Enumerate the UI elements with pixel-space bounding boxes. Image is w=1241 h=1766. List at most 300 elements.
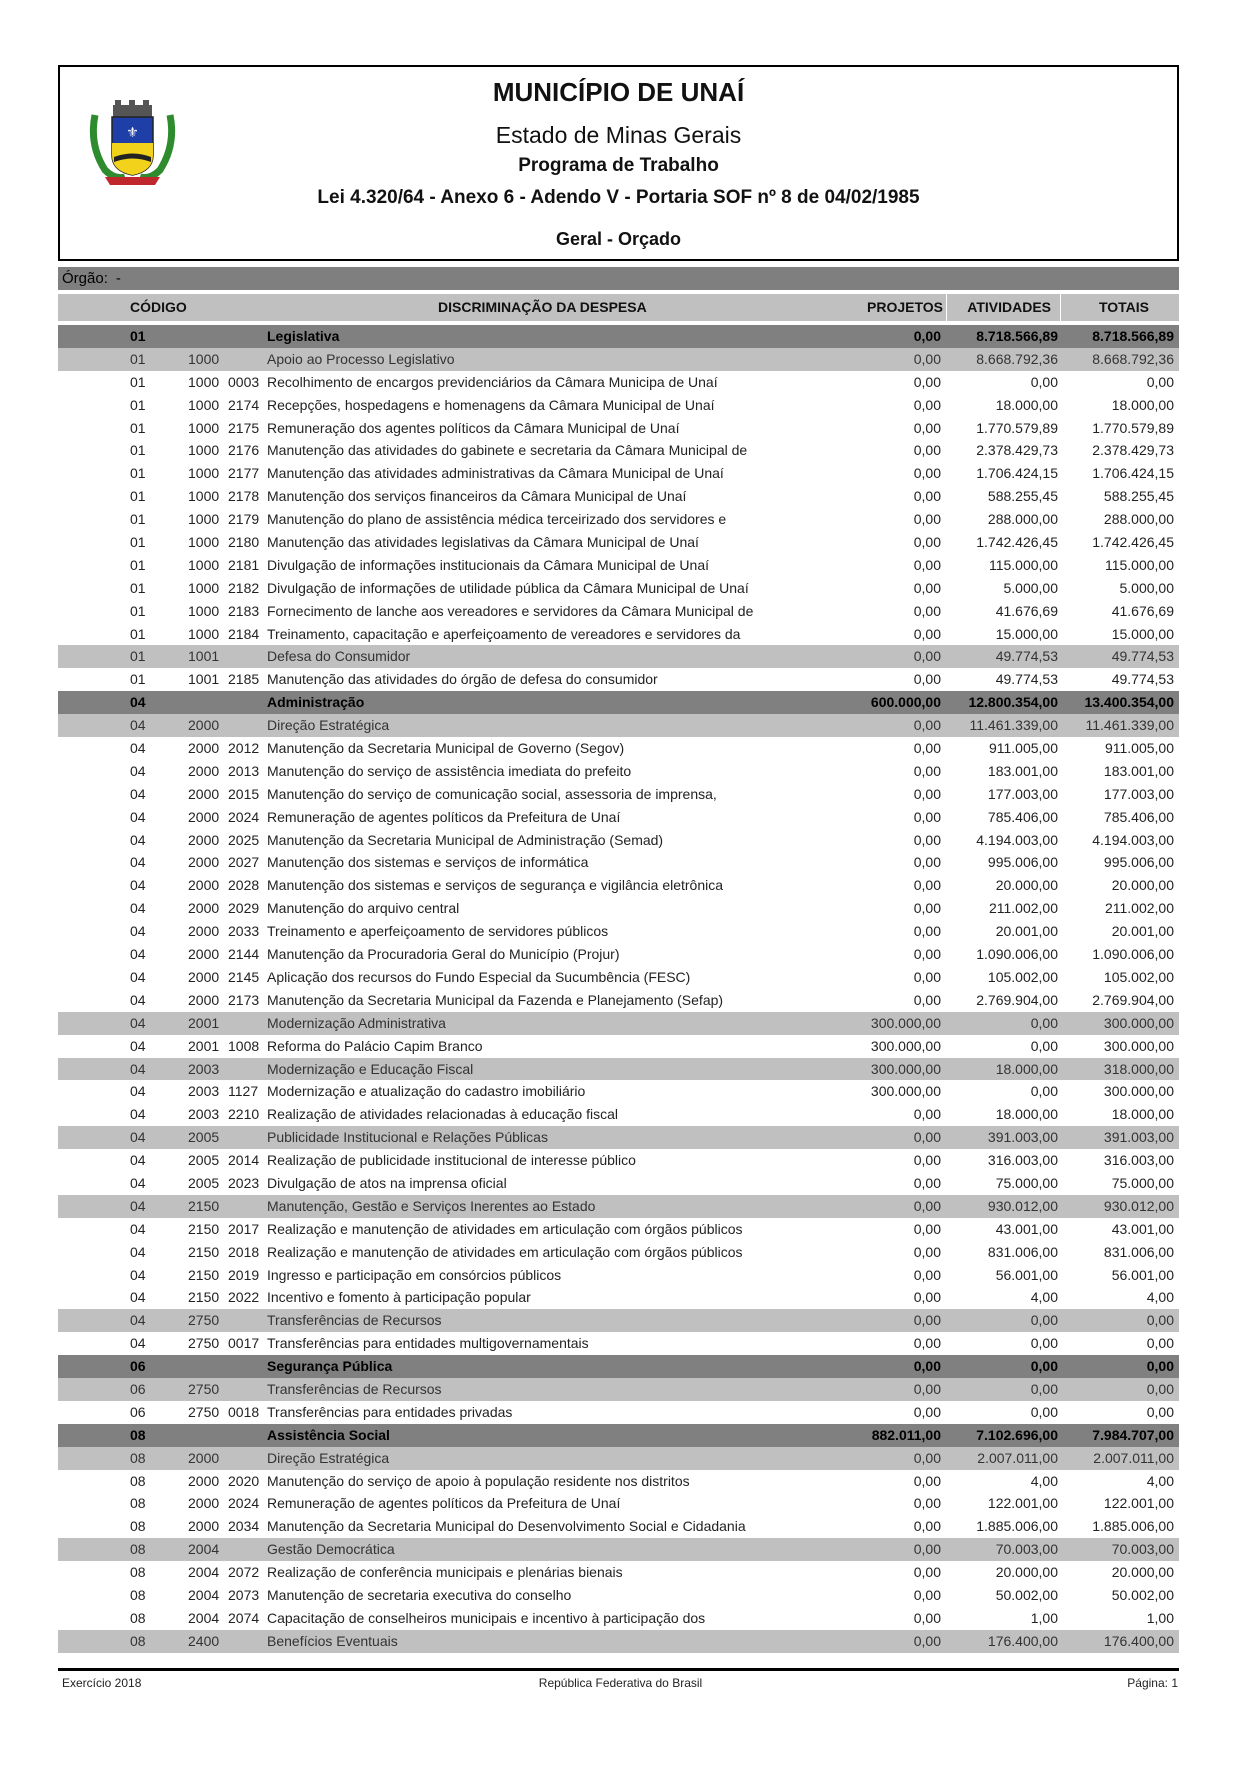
totais-value: 995.006,00: [1103, 854, 1174, 871]
code-funcao: 04: [130, 1289, 146, 1306]
code-acao: 2028: [228, 877, 260, 894]
description: Manutenção da Procuradoria Geral do Município (Projur): [267, 946, 620, 963]
code-acao: 2019: [228, 1266, 260, 1283]
code-funcao: 01: [130, 602, 146, 619]
totais-value: 831.006,00: [1103, 1243, 1174, 1260]
description: Aplicação dos recursos do Fundo Especial da Sucumbência (FESC): [267, 968, 691, 985]
projetos-value: 882.011,00: [871, 1426, 941, 1443]
code-acao: 2074: [228, 1609, 260, 1626]
code-acao: 2145: [228, 968, 260, 985]
projetos-value: 0,00: [913, 396, 941, 413]
description: Incentivo e fomento à participação popular: [267, 1289, 531, 1306]
totais-value: 0,00: [1146, 1312, 1174, 1329]
description: Remuneração de agentes políticos da Prefeitura de Unaí: [267, 808, 621, 825]
acao-row: [58, 760, 1179, 783]
code-funcao: 08: [130, 1472, 146, 1489]
totais-value: 11.461.339,00: [1085, 717, 1174, 734]
totais-value: 18.000,00: [1111, 396, 1174, 413]
projetos-value: 0,00: [913, 648, 941, 665]
code-programa: 1000: [188, 350, 220, 367]
code-programa: 2750: [188, 1380, 220, 1397]
totais-value: 4.194.003,00: [1092, 831, 1174, 848]
atividades-value: 588.255,45: [987, 488, 1058, 505]
code-funcao: 08: [130, 1426, 146, 1443]
atividades-value: 930.012,00: [987, 1197, 1058, 1214]
programa-row: [58, 1058, 1179, 1081]
acao-row: [58, 783, 1179, 806]
projetos-value: 0,00: [913, 1380, 941, 1397]
description: Realização de atividades relacionadas à educação fiscal: [267, 1106, 618, 1123]
acao-row: [58, 1515, 1179, 1538]
projetos-value: 0,00: [913, 442, 941, 459]
code-funcao: 04: [130, 740, 146, 757]
code-acao: 2024: [228, 808, 260, 825]
projetos-value: 0,00: [913, 717, 941, 734]
totais-value: 300.000,00: [1103, 1014, 1174, 1031]
code-funcao: 04: [130, 1152, 146, 1169]
code-acao: 2184: [228, 625, 260, 642]
code-acao: 2174: [228, 396, 260, 413]
totais-value: 4,00: [1146, 1289, 1174, 1306]
atividades-value: 20.001,00: [995, 923, 1058, 940]
acao-row: [58, 829, 1179, 852]
totais-value: 318.000,00: [1103, 1060, 1174, 1077]
projetos-value: 0,00: [913, 1106, 941, 1123]
code-funcao: 06: [130, 1403, 146, 1420]
projetos-value: 0,00: [913, 602, 941, 619]
code-acao: 0017: [228, 1335, 260, 1352]
atividades-value: 177.003,00: [987, 785, 1058, 802]
description: Manutenção das atividades administrativas da Câmara Municipal de Unaí: [267, 465, 724, 482]
totais-value: 75.000,00: [1111, 1174, 1174, 1191]
description: Transferências de Recursos: [267, 1380, 442, 1397]
atividades-value: 1.742.426,45: [976, 534, 1058, 551]
code-acao: 2012: [228, 740, 260, 757]
atividades-value: 0,00: [1030, 1014, 1058, 1031]
code-programa: 2000: [188, 900, 220, 917]
code-acao: 2176: [228, 442, 260, 459]
description: Modernização e atualização do cadastro imobiliário: [267, 1083, 586, 1100]
acao-row: [58, 920, 1179, 943]
atividades-value: 0,00: [1030, 1380, 1058, 1397]
projetos-value: 0,00: [913, 350, 941, 367]
projetos-value: 0,00: [913, 1472, 941, 1489]
atividades-value: 105.002,00: [987, 968, 1058, 985]
projetos-value: 0,00: [913, 534, 941, 551]
code-funcao: 04: [130, 1060, 146, 1077]
description: Divulgação de informações institucionais da Câmara Municipal de Unaí: [267, 556, 710, 573]
programa-row: [58, 1538, 1179, 1561]
code-programa: 1000: [188, 465, 220, 482]
atividades-value: 5.000,00: [1003, 579, 1058, 596]
code-programa: 2000: [188, 968, 220, 985]
description: Realização e manutenção de atividades em articulação com órgãos públicos: [267, 1220, 743, 1237]
code-funcao: 04: [130, 831, 146, 848]
totais-value: 20.000,00: [1111, 1564, 1174, 1581]
projetos-value: 0,00: [913, 1266, 941, 1283]
description: Manutenção do serviço de comunicação social, assessoria de imprensa,: [267, 785, 717, 802]
atividades-value: 0,00: [1030, 1037, 1058, 1054]
code-acao: 2178: [228, 488, 260, 505]
code-funcao: 04: [130, 1037, 146, 1054]
projetos-value: 0,00: [913, 946, 941, 963]
projetos-value: 0,00: [913, 488, 941, 505]
projetos-value: 0,00: [913, 1586, 941, 1603]
atividades-value: 4,00: [1030, 1472, 1058, 1489]
atividades-value: 0,00: [1030, 1335, 1058, 1352]
code-programa: 2000: [188, 1495, 220, 1512]
description: Treinamento e aperfeiçoamento de servidores públicos: [267, 923, 609, 940]
description: Manutenção do arquivo central: [267, 900, 460, 917]
atividades-value: 2.769.904,00: [976, 991, 1058, 1008]
code-funcao: 04: [130, 808, 146, 825]
code-funcao: 01: [130, 465, 146, 482]
projetos-value: 0,00: [913, 511, 941, 528]
atividades-value: 0,00: [1030, 373, 1058, 390]
projetos-value: 0,00: [913, 808, 941, 825]
acao-row: [58, 874, 1179, 897]
funcao-row: [58, 691, 1179, 714]
description: Recepções, hospedagens e homenagens da Câmara Municipal de Unaí: [267, 396, 715, 413]
acao-row: [58, 806, 1179, 829]
totais-value: 8.668.792,36: [1092, 350, 1174, 367]
atividades-value: 4,00: [1030, 1289, 1058, 1306]
totais-value: 5.000,00: [1119, 579, 1174, 596]
projetos-value: 300.000,00: [870, 1083, 941, 1100]
atividades-value: 7.102.696,00: [976, 1426, 1058, 1443]
footer-country: República Federativa do Brasil: [538, 1676, 703, 1690]
totais-value: 13.400.354,00: [1084, 694, 1174, 711]
code-funcao: 04: [130, 1220, 146, 1237]
code-programa: 2000: [188, 946, 220, 963]
code-programa: 2003: [188, 1060, 220, 1077]
code-funcao: 01: [130, 625, 146, 642]
atividades-value: 785.406,00: [987, 808, 1058, 825]
code-acao: 2181: [228, 556, 260, 573]
totais-value: 177.003,00: [1103, 785, 1174, 802]
programa-row: [58, 645, 1179, 668]
atividades-value: 122.001,00: [987, 1495, 1058, 1512]
description: Divulgação de atos na imprensa oficial: [267, 1174, 507, 1191]
acao-row: [58, 851, 1179, 874]
projetos-value: 0,00: [913, 1403, 941, 1420]
description: Direção Estratégica: [267, 717, 390, 734]
projetos-value: 0,00: [913, 419, 941, 436]
acao-row: [58, 600, 1179, 623]
totais-value: 49.774,53: [1111, 648, 1174, 665]
code-programa: 1000: [188, 625, 220, 642]
description: Ingresso e participação em consórcios públicos: [267, 1266, 562, 1283]
totais-value: 4,00: [1146, 1472, 1174, 1489]
code-funcao: 01: [130, 419, 146, 436]
atividades-value: 70.003,00: [995, 1541, 1058, 1558]
code-funcao: 04: [130, 1335, 146, 1352]
footer-page: Página: 1: [1127, 1676, 1178, 1690]
code-funcao: 04: [130, 900, 146, 917]
code-funcao: 08: [130, 1586, 146, 1603]
acao-row: [58, 1172, 1179, 1195]
code-funcao: 04: [130, 1106, 146, 1123]
orgao-bar: [58, 267, 1179, 290]
acao-row: [58, 966, 1179, 989]
acao-row: [58, 1103, 1179, 1126]
code-funcao: 06: [130, 1380, 146, 1397]
code-acao: 2018: [228, 1243, 260, 1260]
projetos-value: 0,00: [913, 1632, 941, 1649]
atividades-value: 20.000,00: [995, 877, 1058, 894]
code-programa: 2150: [188, 1289, 220, 1306]
code-funcao: 08: [130, 1495, 146, 1512]
description: Realização e manutenção de atividades em articulação com órgãos públicos: [267, 1243, 743, 1260]
code-programa: 2150: [188, 1220, 220, 1237]
code-programa: 2005: [188, 1129, 220, 1146]
acao-row: [58, 1264, 1179, 1287]
code-programa: 2400: [188, 1632, 220, 1649]
code-acao: 1127: [228, 1083, 259, 1100]
atividades-value: 391.003,00: [987, 1129, 1058, 1146]
totais-value: 288.000,00: [1103, 511, 1174, 528]
atividades-value: 56.001,00: [995, 1266, 1058, 1283]
totais-value: 300.000,00: [1103, 1037, 1174, 1054]
code-programa: 1001: [188, 671, 220, 688]
totais-value: 122.001,00: [1103, 1495, 1174, 1512]
code-funcao: 01: [130, 396, 146, 413]
projetos-value: 0,00: [913, 762, 941, 779]
code-funcao: 08: [130, 1541, 146, 1558]
atividades-value: 18.000,00: [995, 1106, 1058, 1123]
acao-row: [58, 1218, 1179, 1241]
code-funcao: 04: [130, 762, 146, 779]
totais-value: 2.378.429,73: [1092, 442, 1174, 459]
code-funcao: 04: [130, 1312, 146, 1329]
acao-row: [58, 737, 1179, 760]
code-funcao: 04: [130, 785, 146, 802]
totais-value: 50.002,00: [1111, 1586, 1174, 1603]
code-programa: 2005: [188, 1174, 220, 1191]
acao-row: [58, 1332, 1179, 1355]
acao-row: [58, 943, 1179, 966]
orgao-label: Órgão:: [62, 270, 108, 287]
atividades-value: 18.000,00: [995, 396, 1058, 413]
totais-value: 20.001,00: [1111, 923, 1174, 940]
projetos-value: 0,00: [913, 1152, 941, 1169]
code-funcao: 04: [130, 968, 146, 985]
projetos-value: 0,00: [913, 1289, 941, 1306]
projetos-value: 0,00: [913, 579, 941, 596]
projetos-value: 0,00: [913, 1220, 941, 1237]
code-funcao: 04: [130, 1266, 146, 1283]
code-funcao: 01: [130, 488, 146, 505]
code-acao: 2022: [228, 1289, 260, 1306]
code-acao: 2013: [228, 762, 260, 779]
acao-row: [58, 1470, 1179, 1493]
code-funcao: 04: [130, 854, 146, 871]
atividades-value: 0,00: [1030, 1083, 1058, 1100]
description: Gestão Democrática: [267, 1541, 395, 1558]
atividades-value: 115.000,00: [988, 556, 1058, 573]
description: Realização de publicidade institucional de interesse público: [267, 1152, 636, 1169]
projetos-value: 0,00: [913, 1243, 941, 1260]
acao-row: [58, 577, 1179, 600]
description: Manutenção de secretaria executiva do conselho: [267, 1586, 572, 1603]
code-programa: 1000: [188, 556, 220, 573]
code-acao: 2179: [228, 511, 260, 528]
acao-row: [58, 508, 1179, 531]
projetos-value: 600.000,00: [870, 694, 941, 711]
code-acao: 2073: [228, 1586, 260, 1603]
code-programa: 2000: [188, 991, 220, 1008]
description: Divulgação de informações de utilidade pública da Câmara Municipal de Unaí: [267, 579, 749, 596]
code-funcao: 04: [130, 1083, 146, 1100]
description: Segurança Pública: [267, 1358, 393, 1375]
totais-value: 49.774,53: [1111, 671, 1174, 688]
atividades-value: 316.003,00: [987, 1152, 1058, 1169]
atividades-value: 20.000,00: [995, 1564, 1058, 1581]
totais-value: 105.002,00: [1103, 968, 1174, 985]
description: Remuneração dos agentes políticos da Câmara Municipal de Unaí: [267, 419, 680, 436]
code-programa: 2000: [188, 854, 220, 871]
acao-row: [58, 1035, 1179, 1058]
atividades-value: 2.378.429,73: [976, 442, 1058, 459]
projetos-value: 0,00: [913, 465, 941, 482]
code-funcao: 08: [130, 1518, 146, 1535]
description: Assistência Social: [267, 1426, 390, 1443]
code-acao: 2023: [228, 1174, 260, 1191]
code-programa: 2003: [188, 1106, 220, 1123]
code-funcao: 04: [130, 1197, 146, 1214]
atividades-value: 49.774,53: [995, 648, 1058, 665]
totais-value: 2.769.904,00: [1092, 991, 1174, 1008]
code-acao: 2033: [228, 923, 260, 940]
atividades-value: 183.001,00: [987, 762, 1058, 779]
totais-value: 316.003,00: [1103, 1152, 1174, 1169]
code-programa: 2000: [188, 740, 220, 757]
atividades-value: 1.770.579,89: [976, 419, 1058, 436]
description: Manutenção do plano de assistência médica terceirizado dos servidores e: [267, 511, 727, 528]
projetos-value: 0,00: [913, 991, 941, 1008]
projetos-value: 0,00: [913, 1609, 941, 1626]
totais-value: 115.000,00: [1104, 556, 1174, 573]
projetos-value: 0,00: [913, 373, 941, 390]
atividades-value: 211.002,00: [988, 900, 1058, 917]
totais-value: 2.007.011,00: [1093, 1449, 1174, 1466]
projetos-value: 0,00: [913, 900, 941, 917]
totais-value: 1.706.424,15: [1092, 465, 1174, 482]
atividades-value: 75.000,00: [995, 1174, 1058, 1191]
projetos-value: 0,00: [913, 1174, 941, 1191]
totais-value: 785.406,00: [1103, 808, 1174, 825]
totais-value: 911.005,00: [1104, 740, 1174, 757]
code-programa: 1000: [188, 534, 220, 551]
programa-row: [58, 1126, 1179, 1149]
footer-exercicio: Exercício 2018: [62, 1676, 142, 1690]
acao-row: [58, 554, 1179, 577]
totais-value: 183.001,00: [1103, 762, 1174, 779]
projetos-value: 0,00: [913, 854, 941, 871]
description: Transferências para entidades privadas: [267, 1403, 513, 1420]
projetos-value: 0,00: [913, 923, 941, 940]
acao-row: [58, 531, 1179, 554]
funcao-row: [58, 1355, 1179, 1378]
description: Manutenção das atividades do gabinete e secretaria da Câmara Municipal de: [267, 442, 748, 459]
projetos-value: 300.000,00: [870, 1037, 941, 1054]
projetos-value: 0,00: [913, 1358, 941, 1375]
totais-value: 41.676,69: [1111, 602, 1174, 619]
description: Manutenção dos sistemas e serviços de informática: [267, 854, 589, 871]
totais-value: 8.718.566,89: [1092, 328, 1174, 344]
totais-value: 176.400,00: [1103, 1632, 1174, 1649]
totais-value: 0,00: [1146, 1335, 1174, 1352]
programa-row: [58, 1378, 1179, 1401]
atividades-value: 911.005,00: [988, 740, 1058, 757]
code-acao: 2027: [228, 854, 260, 871]
code-programa: 1000: [188, 488, 220, 505]
totais-value: 1,00: [1146, 1609, 1174, 1626]
description: Capacitação de conselheiros municipais e incentivo à participação dos: [267, 1609, 706, 1626]
acao-row: [58, 1492, 1179, 1515]
code-programa: 2750: [188, 1312, 220, 1329]
code-acao: 2020: [228, 1472, 260, 1489]
code-funcao: 08: [130, 1449, 146, 1466]
atividades-value: 8.718.566,89: [976, 328, 1058, 344]
projetos-value: 0,00: [913, 625, 941, 642]
code-funcao: 08: [130, 1632, 146, 1649]
code-programa: 2150: [188, 1243, 220, 1260]
code-acao: 2015: [228, 785, 260, 802]
code-funcao: 01: [130, 350, 146, 367]
projetos-value: 0,00: [913, 1449, 941, 1466]
code-programa: 2003: [188, 1083, 220, 1100]
description: Manutenção da Secretaria Municipal da Fazenda e Planejamento (Sefap): [267, 991, 724, 1008]
col-atividades: ATIVIDADES: [967, 299, 1051, 315]
state-title: Estado de Minas Gerais: [495, 122, 742, 148]
code-programa: 2005: [188, 1152, 220, 1169]
description: Manutenção dos sistemas e serviços de segurança e vigilância eletrônica: [267, 877, 724, 894]
code-programa: 2000: [188, 717, 220, 734]
code-acao: 2144: [228, 946, 260, 963]
footer-divider: [58, 1668, 1179, 1671]
totais-value: 300.000,00: [1103, 1083, 1174, 1100]
atividades-value: 49.774,53: [995, 671, 1058, 688]
report-header: [58, 65, 1179, 261]
description: Manutenção dos serviços financeiros da Câmara Municipal de Unaí: [267, 488, 687, 505]
code-acao: 2072: [228, 1564, 260, 1581]
code-funcao: 08: [130, 1564, 146, 1581]
description: Manutenção do serviço de apoio à população residente nos distritos: [267, 1472, 690, 1489]
projetos-value: 0,00: [913, 1312, 941, 1329]
col-descricao: DISCRIMINAÇÃO DA DESPESA: [438, 299, 647, 315]
atividades-value: 4.194.003,00: [976, 831, 1058, 848]
atividades-value: 50.002,00: [995, 1586, 1058, 1603]
totais-value: 20.000,00: [1111, 877, 1174, 894]
atividades-value: 18.000,00: [995, 1060, 1058, 1077]
totais-value: 0,00: [1146, 1403, 1174, 1420]
totais-value: 588.255,45: [1103, 488, 1174, 505]
acao-row: [58, 1561, 1179, 1584]
atividades-value: 12.800.354,00: [968, 694, 1058, 711]
code-funcao: 01: [130, 442, 146, 459]
code-funcao: 04: [130, 694, 146, 711]
description: Apoio ao Processo Legislativo: [267, 350, 455, 367]
code-programa: 2000: [188, 1472, 220, 1489]
description: Recolhimento de encargos previdenciários da Câmara Municipa de Unaí: [267, 373, 718, 390]
col-projetos: PROJETOS: [867, 299, 943, 315]
totais-value: 211.002,00: [1104, 900, 1174, 917]
code-programa: 2004: [188, 1541, 220, 1558]
projetos-value: 0,00: [913, 785, 941, 802]
description: Publicidade Institucional e Relações Públicas: [267, 1129, 548, 1146]
atividades-value: 0,00: [1030, 1403, 1058, 1420]
